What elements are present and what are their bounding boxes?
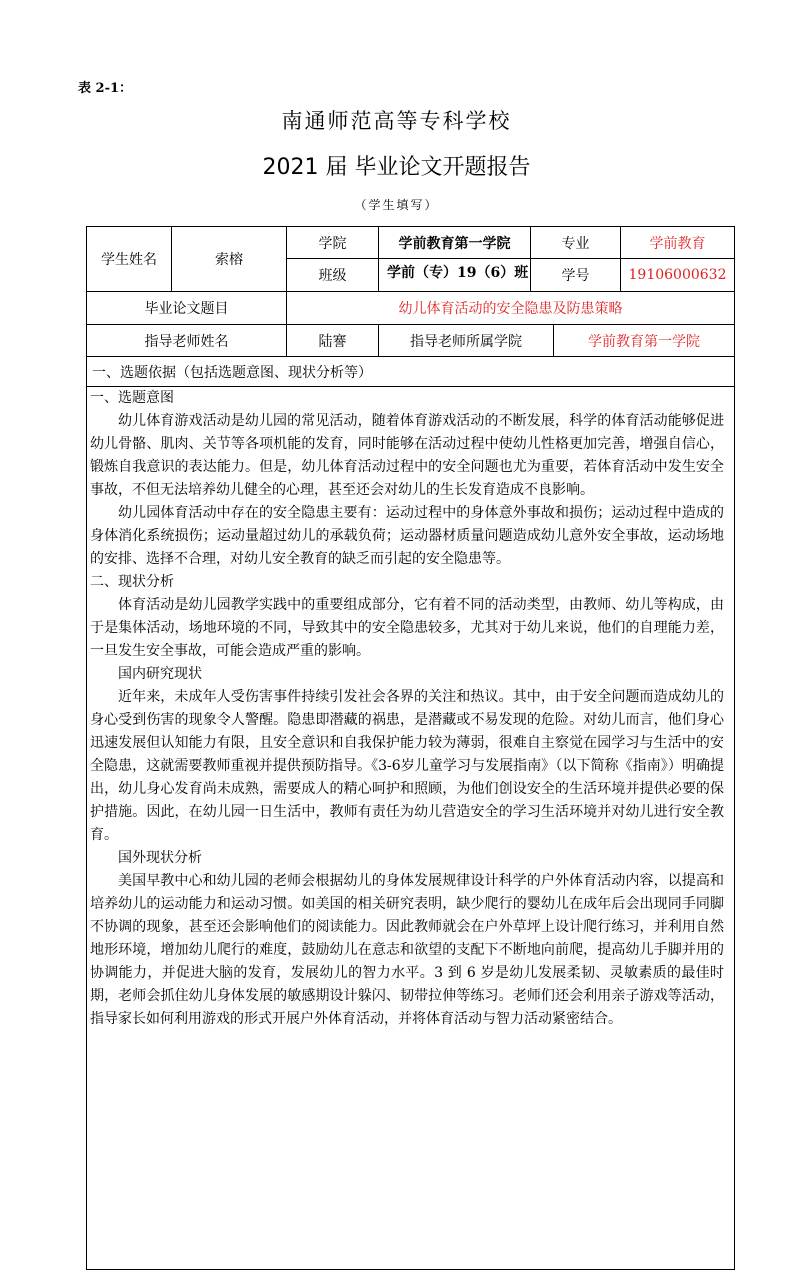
table-tag: 表 2-1： <box>78 81 133 96</box>
subheading-status: 二、现状分析 <box>90 574 174 590</box>
major-label: 专业 <box>561 235 590 252</box>
advisor-college-value: 学前教育第一学院 <box>588 333 700 350</box>
advisor-value: 陆謇 <box>318 333 347 350</box>
subheading-domestic: 国内研究现状 <box>118 666 202 682</box>
paragraph: 近年来，未成年人受伤害事件持续引发社会各界的关注和热议。其中，由于安全问题而造成幼儿的身心受到伤害的现象令人警醒。隐患即潜藏的祸患，是潜藏或不易发现的危险。对幼儿而言，他们身心迅速发展但认知能力有限，且安全意识和自我保护能力较为薄弱，很难自主察觉在园学习与生活中的安全隐患，这就需要教师重视并提供预防指导。《3-6岁儿童学习与发展指南》（以下简称《指南》）明确提出，幼儿身心发育尚未成熟，需要成人的精心呵护和照顾，为他们创设安全的生活环境并提供必要的保护措施。因此，在幼儿园一日生活中，教师有责任为幼儿营造安全的学习生活环境并对幼儿进行安全教育。 <box>90 689 724 843</box>
student-id-label: 学号 <box>561 268 590 284</box>
class-label: 班级 <box>318 268 347 284</box>
student-name-value: 索榕 <box>215 252 243 268</box>
thesis-title-value: 幼儿体育活动的安全隐患及防患策略 <box>398 301 623 317</box>
section-heading: 一、选题依据（包括选题意图、现状分析等） <box>92 364 372 381</box>
advisor-label: 指导老师姓名 <box>144 333 229 350</box>
paragraph: 美国早教中心和幼儿园的老师会根据幼儿的身体发展规律设计科学的户外体育活动内容，以提高和培养幼儿的运动能力和运动习惯。如美国的相关研究表明，缺少爬行的婴幼儿在成年后会出现同手同脚不协调的现象，甚至还会影响他们的阅读能力。因此教师就会在户外草坪上设计爬行练习，并利用自然地形环境，增加幼儿爬行的难度，鼓励幼儿在意志和欲望的支配下不断地向前爬，提高幼儿手脚并用的协调能力，并促进大脑的发育，发展幼儿的智力水平。3 到 6 岁是幼儿发展柔韧、灵敏素质的最佳时期，老师会抓住幼儿身体发展的敏感期设计躲闪、韧带拉伸等练习。老师们还会利用亲子游戏等活动，指导家长如何利用游戏的形式开展户外体育活动，并将体育活动与智力活动紧密结合。 <box>90 873 724 1027</box>
advisor-college-label: 指导老师所属学院 <box>410 333 522 350</box>
thesis-title-label: 毕业论文题目 <box>144 301 229 317</box>
report-subtitle: （学生填写） <box>354 198 439 212</box>
subheading-intent: 一、选题意图 <box>90 390 174 406</box>
paragraph: 幼儿园体育活动中存在的安全隐患主要有：运动过程中的身体意外事故和损伤；运动过程中造成的身体消化系统损伤；运动量超过幼儿的承载负荷；运动器材质量问题造成幼儿意外安全事故，运动场地的安排、选择不合理，对幼儿安全教育的缺乏而引起的安全隐患等。 <box>90 505 724 567</box>
report-title: 2021 届 毕业论文开题报告 <box>262 155 531 180</box>
school-name: 南通师范高等专科学校 <box>281 109 512 133</box>
major-value: 学前教育 <box>649 235 706 252</box>
college-value: 学前教育第一学院 <box>398 235 511 252</box>
college-label: 学院 <box>318 235 347 252</box>
subheading-foreign: 国外现状分析 <box>118 850 202 866</box>
paragraph: 体育活动是幼儿园教学实践中的重要组成部分，它有着不同的活动类型，由教师、幼儿等构成，由于是集体活动，场地环境的不同，导致其中的安全隐患较多，尤其对于幼儿来说，他们的自理能力差，一旦发生安全事故，可能会造成严重的影响。 <box>90 597 724 659</box>
section-body <box>90 387 724 1031</box>
student-id-value: 19106000632 <box>628 267 727 283</box>
class-value: 学前（专）19（6）班 <box>387 265 529 281</box>
student-name-label: 学生姓名 <box>101 252 157 268</box>
paragraph: 幼儿体育游戏活动是幼儿园的常见活动，随着体育游戏活动的不断发展，科学的体育活动能够促进幼儿骨骼、肌肉、关节等各项机能的发育，同时能够在活动过程中使幼儿性格更加完善，增强自信心，锻炼自我意识的表达能力。但是，幼儿体育活动过程中的安全问题也尤为重要，若体育活动中发生安全事故，不但无法培养幼儿健全的心理，甚至还会对幼儿的生长发育造成不良影响。 <box>90 413 724 498</box>
